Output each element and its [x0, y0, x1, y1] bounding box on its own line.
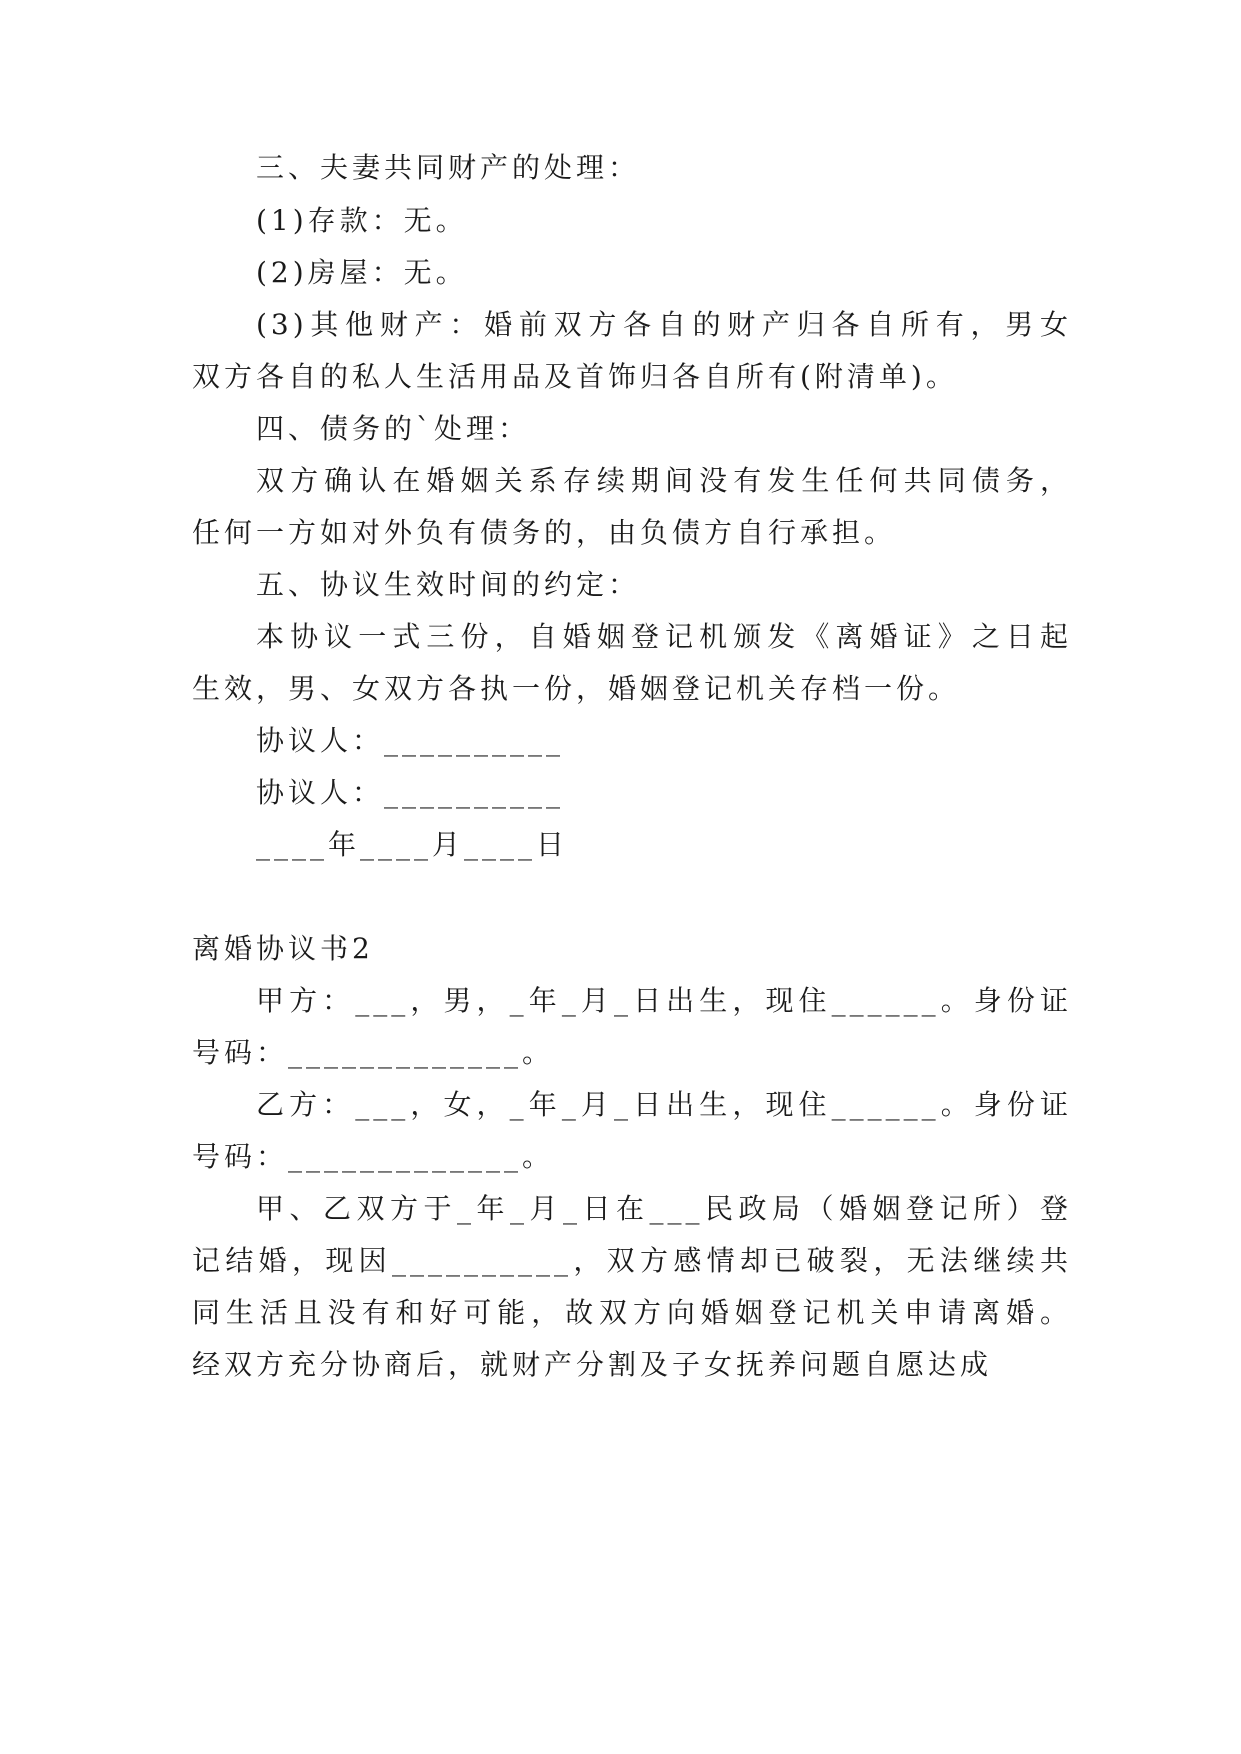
effective-time-paragraph: 本协议一式三份，自婚姻登记机颁发《离婚证》之日起	[256, 620, 1072, 653]
party-a-id-number: 号码：_____________。	[192, 1036, 555, 1069]
debts-paragraph-continued: 任何一方如对外负有债务的，由负债方自行承担。	[192, 516, 897, 549]
section-heading-debts: 四、债务的`处理：	[256, 412, 531, 445]
signatory-line-1: 协议人：__________	[256, 724, 565, 757]
item-other-property: (3)其他财产：婚前双方各自的财产归各自所有，男女	[256, 308, 1072, 341]
party-b-id-number: 号码：_____________。	[192, 1140, 555, 1173]
date-line: ____年____月____日	[256, 828, 569, 861]
marriage-paragraph-line-4: 经双方充分协商后，就财产分割及子女抚养问题自愿达成	[192, 1348, 993, 1381]
item-savings: (1)存款：无。	[256, 204, 468, 237]
item-housing: (2)房屋：无。	[256, 256, 468, 289]
signatory-line-2: 协议人：__________	[256, 776, 565, 809]
marriage-paragraph: 甲、乙双方于_年_月_日在___民政局（婚姻登记所）登	[256, 1192, 1072, 1225]
marriage-paragraph-line-2: 记结婚，现因__________，双方感情却已破裂，无法继续共	[192, 1244, 1072, 1277]
section-heading-effective-time: 五、协议生效时间的约定：	[256, 568, 641, 601]
party-a-info: 甲方：___，男，_年_月_日出生，现住______。身份证	[256, 984, 1072, 1017]
effective-time-paragraph-continued: 生效，男、女双方各执一份，婚姻登记机关存档一份。	[192, 672, 961, 705]
party-b-info: 乙方：___，女，_年_月_日出生，现住______。身份证	[256, 1088, 1072, 1121]
document-title-2: 离婚协议书2	[192, 932, 374, 965]
item-other-property-continued: 双方各自的私人生活用品及首饰归各自所有(附清单)。	[192, 360, 958, 393]
marriage-paragraph-line-3: 同生活且没有和好可能，故双方向婚姻登记机关申请离婚。	[192, 1296, 1072, 1329]
debts-paragraph: 双方确认在婚姻关系存续期间没有发生任何共同债务，	[256, 464, 1072, 497]
section-heading-joint-property: 三、夫妻共同财产的处理：	[256, 151, 641, 184]
